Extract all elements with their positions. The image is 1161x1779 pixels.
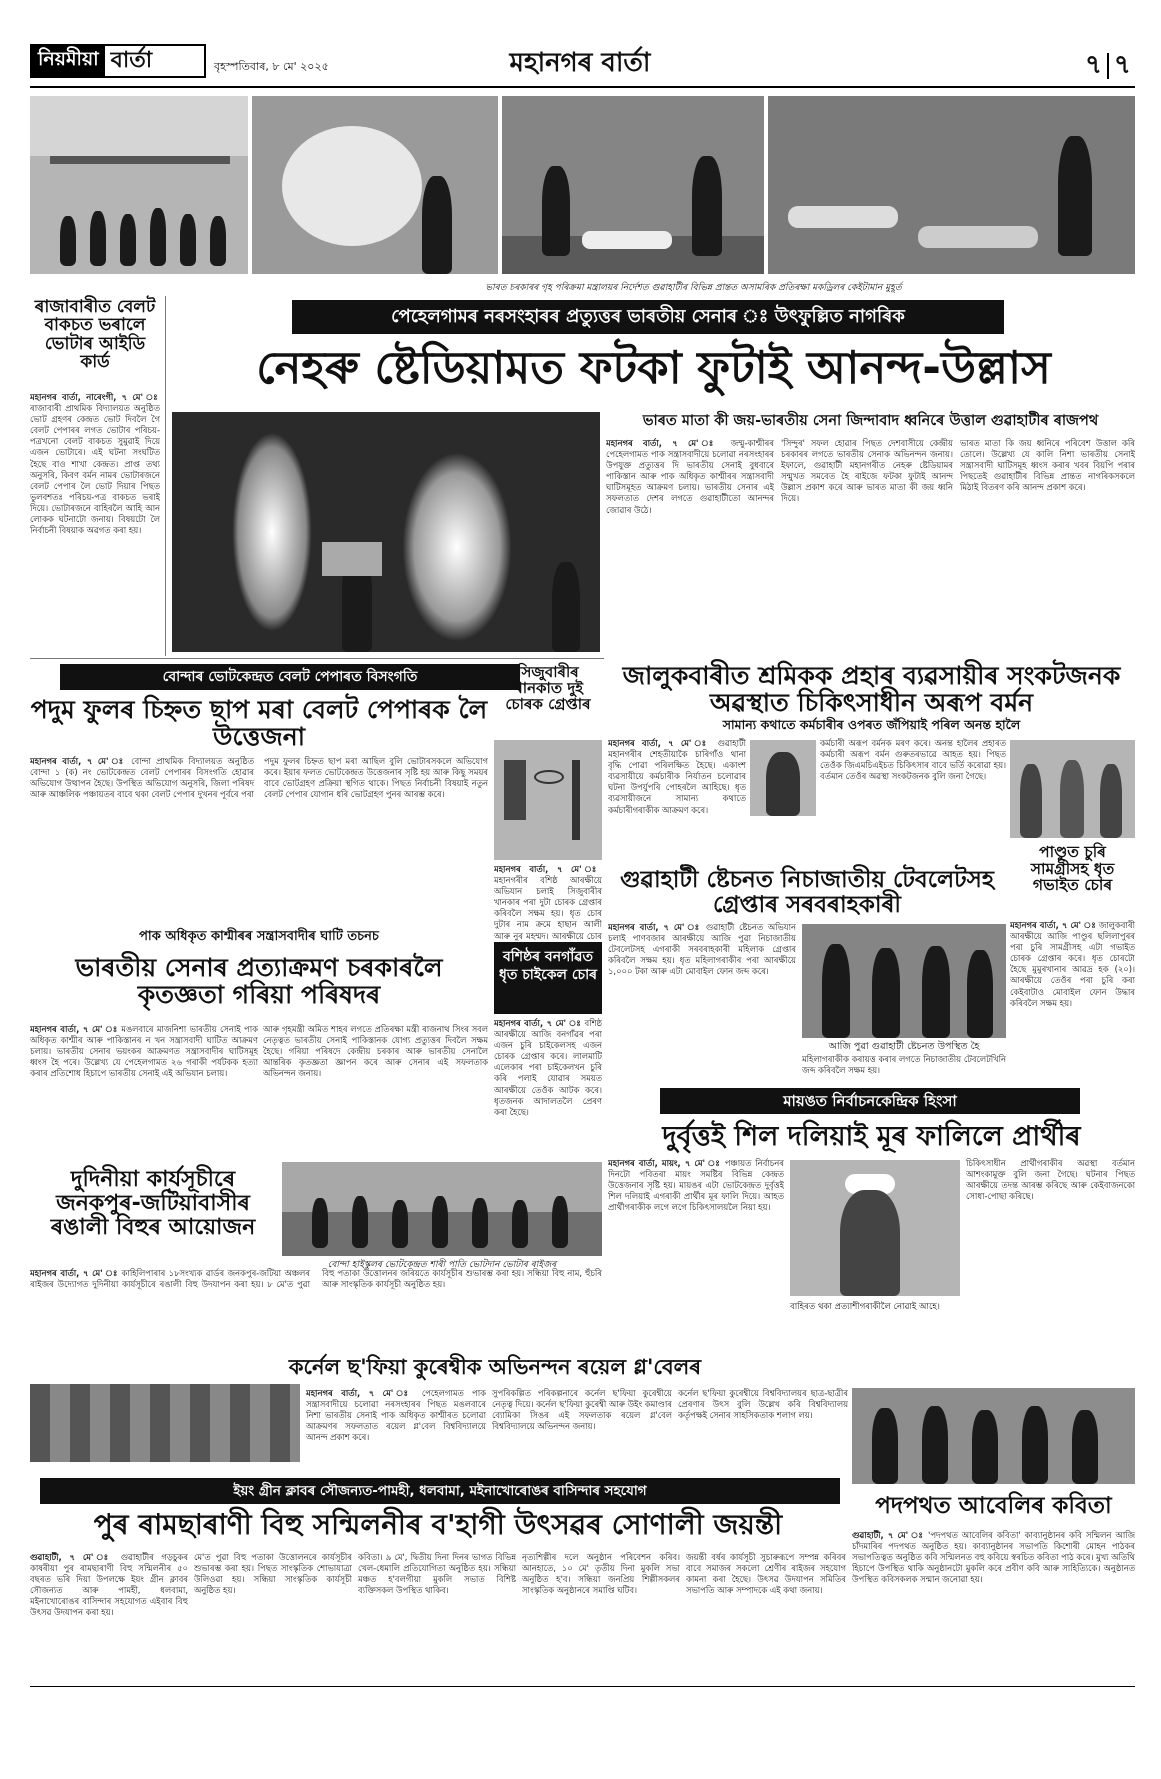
- bihu-col-4: নৃত্যশিল্পীৰ দলে অনুষ্ঠান পৰিবেশন কৰিব। আনহাতে, ১০ মে' তৃতীয় দিনা মুকলি সভা অনুষ্ঠিত হ'ব। সন্ধিয়া জনপ্ৰিয় শিল্পীসকলৰ সাংস্কৃতিক অনুষ্ঠানৰে সমাপ্তি ঘটিব।: [522, 1552, 680, 1596]
- pak-col-1: [30, 1024, 258, 1154]
- mayong-dateline: মহানগৰ বাৰ্তা, মায়ং, ৭ মে' ঃ: [608, 1158, 721, 1168]
- mayong-col-1-text: পঞ্চায়ত নিৰ্বাচনৰ দিনটো পবিতৰা মায়ং সমষ্টিৰ বিভিন্ন কেন্দ্ৰত উত্তেজনাৰ সৃষ্টি হয়। মায়ঙৰ এটা ভোটকেন্দ্ৰত দুৰ্বৃত্তই শিল দলিয়াই এগৰাকী প্ৰাৰ্থীৰ মূৰ ফালি দিয়ে। আহত প্ৰাৰ্থীগৰাকীক লগে লগে চিকিৎসালয়লৈ নিয়া হয়।: [608, 1158, 784, 1213]
- lead-kicker: পেহেলগামৰ নৰসংহাৰৰ প্ৰত্যুত্তৰ ভাৰতীয় সেনাৰ ঃ উৎফুল্লিত নাগৰিক: [292, 300, 1004, 334]
- newspaper-logo: [30, 44, 206, 78]
- page-number: [1085, 44, 1131, 88]
- rajabari-dateline: মহানগৰ বাৰ্তা, নাৰেংগী, ৭ মে' ঃ: [30, 392, 160, 402]
- lead-dateline: মহানগৰ বাৰ্তা, ৭ মে' ঃ: [606, 438, 721, 448]
- mockdrill-photo-3: [502, 96, 764, 274]
- colonel-photo-left: [30, 1384, 300, 1462]
- padapath-headline: পদপথত আবেলিৰ কবিতা: [875, 1493, 1112, 1519]
- bihu-col-3: কবিতা। ৯ মে', দ্বিতীয় দিনা দিনৰ ভাগত বিভিন্ন খেল-ধেমালি প্ৰতিযোগিতা অনুষ্ঠিত হয়। সন্ধিয়া মঞ্চত হ'বলগীয়া মুকলি সভাত বিশিষ্ট ব্যক্তিসকল উপস্থিত থাকিব।: [358, 1552, 516, 1596]
- rajabari-text: ৰাজাবাৰী প্ৰাথমিক বিদ্যালয়ত অনুষ্ঠিত ভোট গ্ৰহণৰ কেন্দ্ৰত ভোট দিবলৈ গৈ বেলট পেপাৰৰ লগত ভোটাৰ পৰিচয়-পত্ৰখনো বেলট বাকচত সুমুৱাই দিয়ে এজন ভোটাৰে। এই ঘটনা সংঘটিত হৈছে বাও শাখা কেন্দ্ৰত। প্ৰাপ্ত তথ্য অনুসৰি, কিবণ বৰ্মন নামৰ ভোটাৰজনে বেলট পেপাৰ লৈ ভোট দিয়াৰ পিছত ভুলবশতঃ পৰিচয়-পত্ৰ বাকচত ভৰাই দিয়ে। ভোটাৰজনে বাহিৰলৈ আহি আন লোকক ঘটনাটো জনায়। বিষয়টো লৈ নিৰ্বাচনী বিষয়াক অৱগত কৰা হয়।: [30, 403, 160, 536]
- station-photo-caption: আজি পুৱা গুৱাহাটী ষ্টেচনত উপস্থিত হৈ: [828, 1041, 980, 1052]
- issue-date: বৃহস্পতিবাৰ, ৮ মে' ২০২৫: [214, 60, 329, 73]
- station-col-2: মহিলাগৰাকীক কৰায়ত্ত কৰাৰ লগতে নিচাজাতীয় টেবলেটখিনি জব্দ কৰিবলৈ সক্ষম হয়।: [802, 1054, 1006, 1076]
- lead-col-1: [606, 438, 774, 652]
- jalukbari-col-1-text: গুৱাহাটী মহানগৰীৰ শেহতীয়াকৈ চাৰিগাঁও থানা বৃদ্ধি পোৱা পৰিলক্ষিত হৈছে। একাংশ ব্যৱসায়ীয়ে কৰ্মচাৰীক নিৰ্যাতন চলোৱাৰ ঘটনা উপৰ্যুপৰি পোহৰলৈ আহিছে। ধৃত ব্যৱসায়ীজনে সামান্য কথাতে কৰ্মচাৰীগৰাকীক আক্ৰমণ কৰে।: [608, 738, 746, 815]
- bihu-col-5: জয়ন্তী বৰ্ষৰ কাৰ্যসূচী সুচাৰুৰূপে সম্পন্ন কৰিবৰ বাবে সমাজৰ সকলো শ্ৰেণীৰ ৰাইজৰ সহযোগ কামনা কৰা হৈছে। উৎসৱ উদযাপন সমিতিৰ সভাপতি আৰু সম্পাদকে এই কথা জনায়।: [686, 1552, 846, 1596]
- lead-col-2: 'সিন্দুৰ' সফল হোৱাৰ পিছত দেশবাসীয়ে কেন্দ্ৰীয় চৰকাৰৰ লগতে ভাৰতীয় সেনাক অভিনন্দন জনায়। ইফালে, গুৱাহাটী মহানগৰীত নেহৰু ষ্টেডিয়ামৰ সন্মুখত সমবেত হৈ ৰাইজে ফটকা ফুটাই আনন্দ উল্লাস প্ৰকাশ কৰে আৰু ভাৰত মাতা কী জয় ধ্বনি দিয়ে।: [781, 438, 953, 504]
- bihu-dateline: গুৱাহাটী, ৭ মে' ঃ: [30, 1552, 113, 1562]
- padapath-body: [852, 1530, 1135, 1670]
- lead-headline: নেহৰু ষ্টেডিয়ামত ফটকা ফুটাই আনন্দ-উল্লাস: [256, 341, 1051, 394]
- section-rule: [30, 658, 604, 659]
- station-headline: গুৱাহাটী ষ্টেচনত নিচাজাতীয় টেবলেটসহ গ্ৰেপ্তাৰ সৰবৰাহকাৰী: [620, 867, 994, 918]
- page-bottom-rule: [30, 1686, 1135, 1687]
- mayong-photo-caption: বাহিৰত থকা প্ৰত্যাশীগৰাকীলৈ নোৱাই আহে।: [790, 1302, 940, 1312]
- colonel-col-1-text: পেহেলগামত পাক সন্ত্ৰাসবাদীয়ে চলোৱা নৰসংহাৰৰ পিছত মঙলবাৰে নিশা ভাৰতীয় সেনাই পাক অধিকৃত কাশ্মীৰত চলোৱা আক্ৰমণৰ সফলতাত ৰয়েল গ্ল'বেল বিশ্ববিদ্যালয়ে আনন্দ প্ৰকাশ কৰে।: [306, 1388, 486, 1443]
- pandu-headline: পাণ্ডুত চুৰি সামগ্ৰীসহ ধৃত গভাইত চোৰ: [1030, 843, 1115, 895]
- basistha-dateline: মহানগৰ বাৰ্তা, ৭ মে' ঃ: [494, 1018, 582, 1028]
- mayong-headline: দুৰ্বৃত্তই শিল দলিয়াই মূৰ ফালিলে প্ৰাৰ্থীৰ: [662, 1121, 1081, 1152]
- bihu-kicker: ইয়ং গ্ৰীন ক্লাবৰ সৌজন্যত-পামহী, ধলবামা, মইনাখোৰোঙৰ বাসিন্দাৰ সহযোগ: [40, 1478, 840, 1504]
- bonda-dateline: মহানগৰ বাৰ্তা, ৭ মে' ঃ: [30, 756, 126, 766]
- bonda-headline: পদুম ফুলৰ চিহ্নত ছাপ মৰা বেলট পেপাৰক লৈ উত্তেজনা: [30, 695, 488, 751]
- mockdrill-photo-1: [30, 96, 248, 274]
- basistha-body: [494, 1018, 602, 1154]
- page-number-divider: [1107, 53, 1109, 79]
- janakpur-body: [30, 1268, 602, 1354]
- pandu-text: জালুকবাৰী আৰক্ষীয়ে আজি পাণ্ডুৰ ছলিলাপুৰৰ পৰা চুৰি সামগ্ৰীসহ এটা গভাইত চোৰক গ্ৰেপ্তাৰ কৰে। ধৃত চোৰটো হৈছে মুমুৰখানাৰ আৱদ্ৰ হক (২০)। আৰক্ষীয়ে তেওঁৰ পৰা চুৰি কৰা কেইবাটাও মোবাইল ফোন উদ্ধাৰ কৰিবলৈ সক্ষম হয়।: [1010, 920, 1135, 1008]
- logo-part-2: বাৰ্তা: [110, 47, 153, 73]
- bihu-col-2: মে'ত পুৱা বিহু পতাকা উত্তোলনৰে কাৰ্যসূচীৰ শুভাৰম্ভ কৰা হয়। পিছত সাংস্কৃতিক শোভাযাত্ৰা উলিওৱা হয়। সন্ধিয়া সাংস্কৃতিক কাৰ্যসূচী অনুষ্ঠিত হয়।: [194, 1552, 352, 1596]
- sijubari-text: মহানগৰীৰ বশিষ্ঠ আৰক্ষীয়ে অভিযান চলাই সিজুবাৰীৰ খানকাৰ পৰা দুটা চোৰক গ্ৰেপ্তাৰ কৰিবলৈ সক্ষম হয়। ধৃত চোৰ দুটাৰ নাম ক্ৰমে হাছান আলী আৰু নুৰ মহম্মদ। আৰক্ষীয়ে চোৰ: [494, 875, 602, 941]
- bonda-text: বোন্দা প্ৰাথমিক বিদ্যালয়ত অনুষ্ঠিত বোন্দা ১ (ক) নং ভোটকেন্দ্ৰত বেলট পেপাৰৰ বিসংগতি হোৱাৰ অভিযোগ উত্থাপন হৈছে। উপস্থিত অভিযোগ অনুসৰি, জিলা পৰিষদ আৰু আঞ্চলিক পঞ্চায়তৰ বাবে থকা বেলট পেপাৰ দুখনৰ পূৰ্বৰে পৰা পদুম ফুলৰ চিহ্নত ছাপ মৰা আছিল বুলি ভোটাৰসকলে অভিযোগ কৰে। ইয়াৰ ফলত ভোটকেন্দ্ৰত উত্তেজনাৰ সৃষ্টি হয় আৰু কিছু সময়ৰ বাবে ভোটগ্ৰহণ প্ৰক্ৰিয়া স্থগিত থাকে। পিছত নিৰ্বাচনী বিষয়াই নতুন বেলট পেপাৰ যোগান ধৰি ভোটগ্ৰহণ পুনৰ আৰম্ভ কৰে।: [30, 756, 488, 800]
- padapath-dateline: গুৱাহাটী, ৭ মে' ঃ: [852, 1530, 925, 1540]
- bonda-body: [30, 756, 488, 930]
- basistha-text: বশিষ্ঠ আৰক্ষীয়ে আজি বনগাঁৱৰ পৰা এজন চুৰি চাইকেলসহ এজন চোৰক গ্ৰেপ্তাৰ কৰে। লালমাটি এলেকাৰ পৰা চাইকেলখন চুৰি কৰি পলাই যোৱাৰ সময়ত আৰক্ষীয়ে তেওঁক আটক কৰে। ধৃতজনক আদালতলৈ প্ৰেৰণ কৰা হৈছে।: [494, 1018, 602, 1117]
- page-number-left: ৭: [1085, 50, 1102, 80]
- bihu-col-1: [30, 1552, 188, 1672]
- page-number-right: ৭: [1113, 50, 1131, 80]
- seized-items-photo: [494, 740, 602, 860]
- colonel-col-3: কৰ্নেল ছ'ফিয়া কুৰেশ্বীয়ে বিশ্ববিদ্যালয়ৰ ছাত্ৰ-ছাত্ৰীৰ প্ৰেৰণাৰ উৎস বুলি উল্লেখ কৰি বিশ্ববিদ্যালয় কৰ্তৃপক্ষই সেনাৰ সাহসিকতাক শলাগ লয়।: [678, 1388, 848, 1421]
- bihu-headline: পুৰ ৰামছাৰাণী বিহু সন্মিলনীৰ ব'হাগী উৎসৱৰ সোণালী জয়ন্তী: [93, 1508, 783, 1541]
- bihu-col-1-text: গুৱাহাটীৰ গড়চুকৰ কাষৰীয়া পুৰ ৰামছাৰাণী বিহু সন্মিলনীৰ ৫০ বছৰত ভৰি দিয়া উপলক্ষে ইয়ং গ্ৰীন ক্লাবৰ সৌজন্যত আৰু পামহী, ধলবামা, মইনাখোৰোঙৰ বাসিন্দাৰ সহযোগত এইবাৰ বিহু উৎসৱ উদযাপন কৰা হয়।: [30, 1552, 188, 1618]
- mockdrill-photo-2: [252, 96, 498, 274]
- pak-kicker: পাক অধিকৃত কাশ্মীৰৰ সন্ত্ৰাসবাদীৰ ঘাটি তচনচ: [139, 929, 379, 944]
- sijubari-body: [494, 864, 602, 942]
- mockdrill-photo-4: [768, 96, 1135, 274]
- mayong-kicker: মায়ঙত নিৰ্বাচনকেন্দ্ৰিক হিংসা: [660, 1088, 1080, 1114]
- masthead-rule: [30, 86, 1135, 88]
- pak-col-1-text: মঙলবাৰে মাজনিশা ভাৰতীয় সেনাই পাক অধিকৃত কাশ্মীৰ আৰু পাকিস্তানৰ ন খন সন্ত্ৰাসবাদী ঘাটিত আক্ৰমণ চলায়। ভাৰতীয় সেনাৰ ভয়ংকৰ আক্ৰমণত সন্ত্ৰাসবাদীৰ ঘাটিসমূহ ধ্বংস হৈ পৰে। উল্লেখ্য যে পেহেলগামত ২৬ গৰাকী পৰ্যটকক হত্যা কৰাৰ প্ৰতিশোধ হিচাপে ভাৰতীয় সেনাই এই অভিযান চলায়।: [30, 1024, 258, 1079]
- jalukbari-headline: জালুকবাৰীত শ্ৰমিকক প্ৰহাৰ ব্যৱসায়ীৰ সংকটজনক অৱস্থাত চিকিৎসাধীন অৰূপ বৰ্মন: [622, 661, 1121, 717]
- mayong-col-1: [608, 1158, 784, 1324]
- jalukbari-dateline: মহানগৰ বাৰ্তা, ৭ মে' ঃ: [608, 738, 711, 748]
- mayong-col-2: চিকিৎসাধীন প্ৰাৰ্থীগৰাকীৰ অৱস্থা বৰ্তমান আশংকামুক্ত বুলি জনা গৈছে। ঘটনাৰ পিছত আৰক্ষীয়ে তদন্ত আৰম্ভ কৰিছে আৰু কেইবাজনকো সোধা-পোছা কৰিছে।: [966, 1158, 1135, 1202]
- station-arrest-photo: [802, 924, 1006, 1038]
- basistha-headline: বশিষ্ঠৰ বনগাঁৱত ধৃত চাইকেল চোৰ: [494, 942, 602, 1014]
- colonel-col-2: সুপৰিকল্পিত পৰিকল্পনাৰে কৰ্নেল ছ'ফিয়া কুৰেশ্বীয়ে নেতৃত্ব দিয়ে। কৰ্নেল ছ'ফিয়া কুৰেশ্বী আৰু উইং কমাণ্ডাৰ ব্যোমিকা সিঙৰ এই সফলতাক ৰয়েল গ্ল'বেল বিশ্ববিদ্যালয়ে অভিনন্দন জনায়।: [492, 1388, 672, 1432]
- stadium-celebration-photo: [172, 412, 600, 652]
- pandu-dateline: মহানগৰ বাৰ্তা, ৭ মে' ঃ: [1010, 920, 1096, 930]
- voters-queue-photo: [282, 1162, 602, 1256]
- colonel-col-1: [306, 1388, 486, 1466]
- injured-candidate-photo: [790, 1160, 960, 1296]
- section-title: মহানগৰ বাৰ্তা: [509, 48, 651, 78]
- jalukbari-col-1: [608, 738, 746, 862]
- janakpur-headline: দুদিনীয়া কাৰ্যসূচীৰে জনকপুৰ-জটিয়াবাসীৰ ৰঙালী বিহুৰ আয়োজন: [50, 1167, 256, 1240]
- sijubari-dateline: মহানগৰ বাৰ্তা, ৭ মে' ঃ: [494, 864, 602, 874]
- pak-dateline: মহানগৰ বাৰ্তা, ৭ মে' ঃ: [30, 1024, 118, 1034]
- bonda-kicker: বোন্দাৰ ভোটকেন্দ্ৰত বেলট পেপাৰত বিসংগতি: [60, 664, 520, 690]
- jalukbari-subheadline: সামান্য কথাতে কৰ্মচাৰীৰ ওপৰত জঁপিয়াই পৰিল অনন্ত হালৈ: [722, 717, 1021, 732]
- logo-part-1: নিয়মীয়া: [32, 46, 105, 76]
- column-divider: [165, 296, 166, 656]
- voters-photo-caption: বোন্দা হাইস্কুলৰ ভোটকেন্দ্ৰত শাৰী পাতি ভোটদান ভোটাৰ ৰাইজৰ: [327, 1260, 557, 1270]
- lead-col-1-text: জম্মু-কাশ্মীৰৰ পেহেলগামত পাক সন্ত্ৰাসবাদীয়ে চলোৱা নৰসংহাৰৰ উপযুক্ত প্ৰত্যুত্তৰ দি ভাৰতীয় সেনাই বুধবাৰে পাকিস্তান আৰু পাক অধিকৃত কাশ্মীৰৰ সন্ত্ৰাসবাদী ঘাটিসমূহত আক্ৰমণ চলায়। ভাৰতীয় সেনাৰ এই সফলতাত দেশৰ লগতে গুৱাহাটীতো আনন্দৰ জোৱাৰ উঠে।: [606, 438, 774, 515]
- pak-col-2: আৰু গৃহমন্ত্ৰী অমিত শাহৰ লগতে প্ৰতিৰক্ষা মন্ত্ৰী ৰাজনাথ সিংৰ সবল নেতৃত্বত ভাৰতীয় সেনাই পাকিস্তানক যোগ্য প্ৰত্যুত্তৰ দিবলৈ সক্ষম হৈছে। গৰিয়া পৰিষদে কেন্দ্ৰীয় চৰকাৰ আৰু ভাৰতীয় সেনালৈ আন্তৰিক কৃতজ্ঞতা জ্ঞাপন কৰে আৰু সেনাৰ এই সফলতাক অভিনন্দন জনায়।: [263, 1024, 488, 1079]
- janakpur-text: কাহিলিপাৰাৰ ১৮সংখ্যক ৱাৰ্ডৰ জনকপুৰ-জটিয়া অঞ্চলৰ ৰাইজৰ উদ্যোগত দুদিনীয়া কাৰ্যসূচীৰে ৰঙালী বিহু উদযাপন কৰা হয়। ৮ মে'ত পুৱা বিহু পতাকা উত্তোলনৰ জৰিয়তে কাৰ্যসূচীৰ শুভাৰম্ভ কৰা হয়। সন্ধিয়া বিহু নাম, হুঁচৰি আৰু সাংস্কৃতিক কাৰ্যসূচী অনুষ্ঠিত হয়।: [30, 1268, 602, 1290]
- colonel-headline: কৰ্নেল ছ'ফিয়া কুৰেশ্বীক অভিনন্দন ৰয়েল গ্ল'বেলৰ: [288, 1355, 702, 1379]
- pandu-body: [1010, 920, 1135, 1082]
- lead-subheadline: ভাৰত মাতা কী জয়-ভাৰতীয় সেনা জিন্দাবাদ ধ্বনিৰে উত্তাল গুৱাহাটীৰ ৰাজপথ: [642, 413, 1099, 429]
- rajabari-body: [30, 392, 160, 650]
- station-col-1-text: গুৱাহাটী ষ্টেচনত অভিযান চলাই পাণবজাৰ আৰক্ষীয়ে আজি পুৱা নিচাজাতীয় টেবলেটসহ এগৰাকী সৰবৰাহকাৰী মহিলাক গ্ৰেপ্তাৰ কৰিবলৈ সক্ষম হয়। ধৃত মহিলাগৰাকীৰ পৰা আৰক্ষীয়ে ১,০০০ টকা আৰু এটা মোবাইল ফোন জব্দ কৰে।: [608, 922, 796, 977]
- arrested-accused-photo: [1010, 740, 1135, 838]
- station-col-1: [608, 922, 796, 1074]
- colonel-dateline: মহানগৰ বাৰ্তা, ৭ মে' ঃ: [306, 1388, 414, 1398]
- janakpur-dateline: মহানগৰ বাৰ্তা, ৭ মে' ঃ: [30, 1268, 119, 1278]
- jalukbari-col-2: কৰ্মচাৰী অৰূপ বৰ্মনক মৰণ কৰে। অনন্ত হালৈৰ প্ৰহাৰত কৰ্মচাৰী অৰূপ বৰ্মন গুৰুতৰভাৱে আহত হয়। পিছত তেওঁক জিএমচিএইচত চিকিৎসাৰ বাবে ভৰ্তি কৰোৱা হয়। বৰ্তমান তেওঁৰ অৱস্থা সংকটজনক বুলি জনা গৈছে।: [820, 738, 1006, 782]
- top-photos-caption: ভাৰত চৰকাৰৰ গৃহ পৰিক্ৰমা মন্ত্ৰালয়ৰ নিৰ্দেশত গুৱাহাটীৰ বিভিন্ন প্ৰান্তত অসামৰিক প্ৰতিৰক্ষা মকড্ৰিলৰ কেইটামান মুহূৰ্ত: [485, 283, 902, 293]
- victim-photo: [750, 740, 816, 816]
- sijubari-headline: সিজুবাৰীৰ খানকাত দুই চোৰক গ্ৰেপ্তাৰ: [505, 663, 591, 714]
- colonel-photo-right: [852, 1388, 1135, 1484]
- pak-headline: ভাৰতীয় সেনাৰ প্ৰত্যাক্ৰমণ চৰকাৰলৈ কৃতজ্ঞতা গৰিয়া পৰিষদৰ: [75, 953, 443, 1009]
- padapath-text: 'পদপথত আবেলিৰ কবিতা' কাব্যানুষ্ঠানৰ কবি সন্মিলন আজি চাঁদমাৰিৰ পদপথত অনুষ্ঠিত হয়। কাব্যানুষ্ঠানৰ সভাপতি কিশোৰী মোহন পাঠকৰ সভাপতিত্বত অনুষ্ঠিত কবি সন্মিলনত বহু কবিয়ে স্বৰচিত কবিতা পাঠ কৰে। মুখ্য অতিথি হিচাপে উপস্থিত থাকি অনুষ্ঠানটো মুকলি কৰে প্ৰবীণ কবি আৰু সাহিত্যিকে। অনুষ্ঠানত উপস্থিত কবিসকলক সন্মান জনোৱা হয়।: [852, 1530, 1135, 1585]
- lead-col-3: ভাৰত মাতা কি জয় ধ্বনিৰে পৰিবেশ উত্তাল কৰি তোলে। উল্লেখ্য যে কালি নিশা ভাৰতীয় সেনাই সন্ত্ৰাসবাদী ঘাটিসমূহ ধ্বংস কৰাৰ খবৰ বিয়পি পৰাৰ পিছতেই গুৱাহাটীৰ বিভিন্ন প্ৰান্তত নাগৰিকসকলে মিঠাই বিতৰণ কৰি আনন্দ প্ৰকাশ কৰে।: [960, 438, 1135, 493]
- rajabari-headline: ৰাজাবাৰীত বেলট বাকচত ভৰালে ভোটাৰ আইডি কাৰ্ড: [34, 297, 156, 373]
- station-dateline: মহানগৰ বাৰ্তা, ৭ মে' ঃ: [608, 922, 702, 932]
